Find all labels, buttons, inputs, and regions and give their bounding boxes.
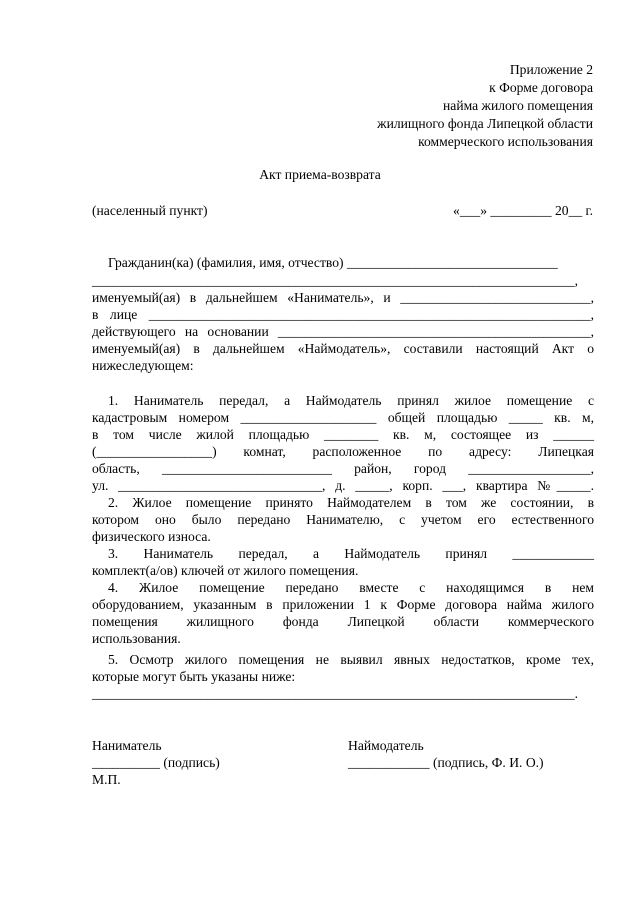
appendix-line-1: Приложение 2 bbox=[509, 62, 593, 77]
parties-line-3: именуемый(ая) в дальнейшем «Наниматель», и ____________________________, bbox=[92, 290, 594, 305]
date-field: «___» _________ 20__ г. bbox=[453, 203, 593, 218]
clause-1-line-1: 1. Наниматель передал, а Наймодатель принял жилое помещение с bbox=[108, 393, 594, 408]
place-field: (населенный пункт) bbox=[92, 203, 208, 218]
clause-1-line-6: ул. ______________________________, д. _____, корп. ___, квартира №_____. bbox=[92, 478, 594, 493]
landlord-signature: ____________ (подпись, Ф. И. О.) bbox=[348, 755, 544, 770]
parties-line-6: именуемый(ая) в дальнейшем «Наймодатель», составили настоящий Акт о bbox=[92, 341, 594, 356]
clause-3-line-1: 3. Наниматель передал, а Наймодатель принял ____________ bbox=[108, 546, 594, 561]
parties-line-1: Гражданин(ка) (фамилия, имя, отчество) _______________________________ bbox=[108, 255, 558, 270]
clause-2-line-3: физического износа. bbox=[92, 529, 211, 544]
clause-2-line-1: 2. Жилое помещение принято Наймодателем в том же состоянии, в bbox=[108, 495, 594, 510]
appendix-line-4: жилищного фонда Липецкой области bbox=[377, 116, 593, 131]
appendix-line-2: к Форме договора bbox=[489, 80, 593, 95]
clause-4-line-1: 4. Жилое помещение передано вместе с находящимся в нем bbox=[108, 580, 594, 595]
parties-line-7: нижеследующем: bbox=[92, 358, 194, 373]
parties-line-4: в лице _________________________________________________________________, bbox=[92, 307, 594, 322]
document-title: Акт приема-возврата bbox=[259, 167, 381, 182]
clause-1-line-5: область, _________________________ район, город __________________, bbox=[92, 461, 594, 476]
clause-3-line-2: комплект(а/ов) ключей от жилого помещения. bbox=[92, 563, 359, 578]
tenant-label: Наниматель bbox=[92, 738, 162, 753]
clause-1-line-4: (_________________) комнат, расположенное по адресу: Липецкая bbox=[92, 444, 594, 459]
parties-line-5: действующего на основании ______________________________________________, bbox=[92, 324, 594, 339]
clause-4-line-4: использования. bbox=[92, 631, 181, 646]
clause-4-line-2: оборудованием, указанным в приложении 1 к Форме договора найма жилого bbox=[92, 597, 594, 612]
parties-line-2: _______________________________________________________________________, bbox=[92, 273, 578, 288]
clause-5-line-1: 5. Осмотр жилого помещения не выявил явных недостатков, кроме тех, bbox=[108, 652, 594, 667]
clause-5-line-2: которые могут быть указаны ниже: bbox=[92, 669, 296, 684]
clause-1-line-3: в том числе жилой площадью ________ кв. м, состоящее из ______ bbox=[92, 427, 594, 442]
appendix-line-5: коммерческого использования bbox=[418, 134, 593, 149]
clause-1-line-2: кадастровым номером ____________________ общей площадью _____ кв. м, bbox=[92, 410, 594, 425]
landlord-label: Наймодатель bbox=[348, 738, 424, 753]
clause-4-line-3: помещения жилищного фонда Липецкой области коммерческого bbox=[92, 614, 594, 629]
clause-5-line-3: _______________________________________________________________________. bbox=[92, 686, 578, 701]
clause-2-line-2: котором оно было передано Нанимателю, с учетом его естественного bbox=[92, 512, 594, 527]
seal-mark: М.П. bbox=[92, 772, 121, 787]
appendix-line-3: найма жилого помещения bbox=[443, 98, 593, 113]
tenant-signature: __________ (подпись) bbox=[92, 755, 220, 770]
